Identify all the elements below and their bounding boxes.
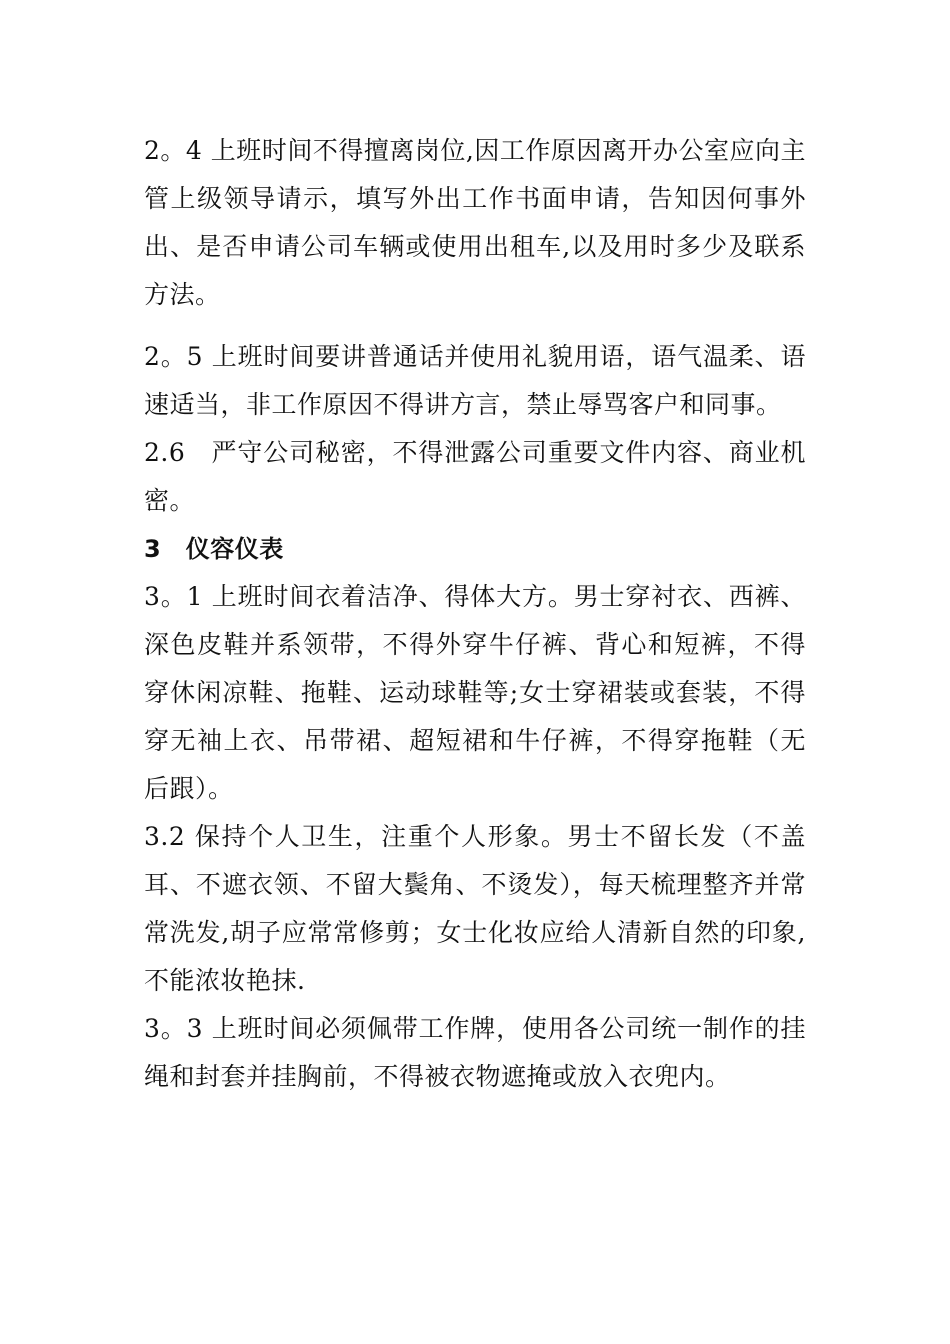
section-heading-3: 3 仪容仪表 xyxy=(144,535,284,563)
paragraph-2-4: 2。4 上班时间不得擅离岗位,因工作原因离开办公室应向主管上级领导请示，填写外出工作书面申请，告知因何事外出、是否申请公司车辆或使用出租车,以及用时多少及联系方法。 xyxy=(144,136,806,309)
paragraph-3-2: 3.2 保持个人卫生，注重个人形象。男士不留长发（不盖耳、不遮衣领、不留大鬓角、不烫发），每天梳理整齐并常常洗发,胡子应常常修剪；女士化妆应给人清新自然的印象,不能浓妆艳抹. xyxy=(144,822,806,995)
paragraph-3-3: 3。3 上班时间必须佩带工作牌，使用各公司统一制作的挂绳和封套并挂胸前，不得被衣物遮掩或放入衣兜内。 xyxy=(144,1014,806,1091)
paragraph-2-6: 2.6 严守公司秘密，不得泄露公司重要文件内容、商业机密。 xyxy=(144,438,806,515)
paragraph-3-1: 3。1 上班时间衣着洁净、得体大方。男士穿衬衣、西裤、深色皮鞋并系领带，不得外穿牛仔裤、背心和短裤，不得穿休闲凉鞋、拖鞋、运动球鞋等;女士穿裙装或套装，不得穿无袖上衣、吊带裙、超短裙和牛仔裤，不得穿拖鞋（无后跟）。 xyxy=(144,582,806,803)
document-body xyxy=(144,127,806,1101)
paragraph-2-5: 2。5 上班时间要讲普通话并使用礼貌用语，语气温柔、语速适当，非工作原因不得讲方言，禁止辱骂客户和同事。 xyxy=(144,342,806,419)
